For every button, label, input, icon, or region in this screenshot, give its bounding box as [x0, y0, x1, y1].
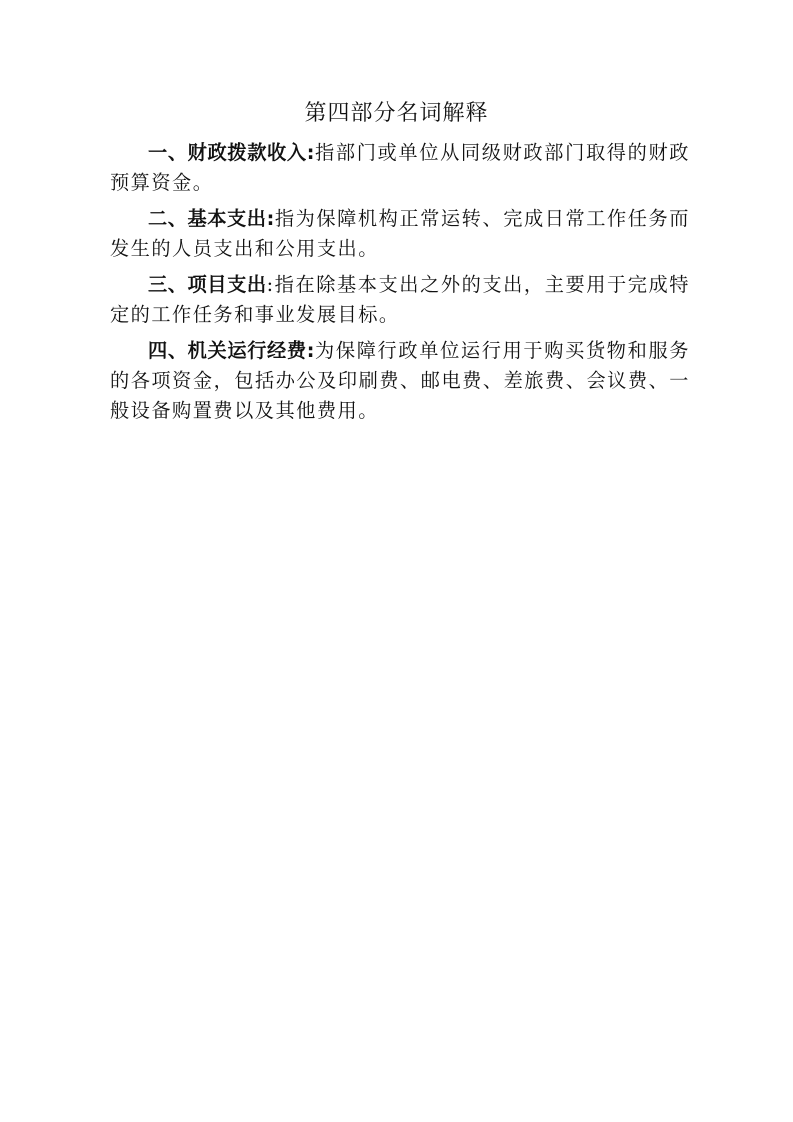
- entry-project-expenditure: [110, 270, 690, 330]
- entry-definition: :指在除基本支出之外的支出，主要用于完成特定的工作任务和事业发展目标。: [110, 273, 690, 326]
- entry-operating-expenses: [110, 336, 690, 426]
- entry-term: 二、基本支出:: [148, 207, 275, 230]
- document-body: [110, 138, 690, 432]
- entry-term: 四、机关运行经费:: [148, 339, 315, 362]
- entry-financial-appropriation-income: [110, 138, 690, 198]
- entry-definition: 指部门或单位从同级财政部门取得的财政预算资金。: [110, 141, 690, 194]
- entry-term: 一、财政拨款收入:: [148, 141, 315, 164]
- page-title: 第四部分名词解释: [304, 101, 489, 126]
- entry-basic-expenditure: [110, 204, 690, 264]
- entry-definition: 指为保障机构正常运转、完成日常工作任务而发生的人员支出和公用支出。: [110, 207, 690, 260]
- entry-definition: 为保障行政单位运行用于购买货物和服务的各项资金，包括办公及印刷费、邮电费、差旅费、会议费、一般设备购置费以及其他费用。: [110, 339, 690, 422]
- entry-term: 三、项目支出: [148, 273, 267, 296]
